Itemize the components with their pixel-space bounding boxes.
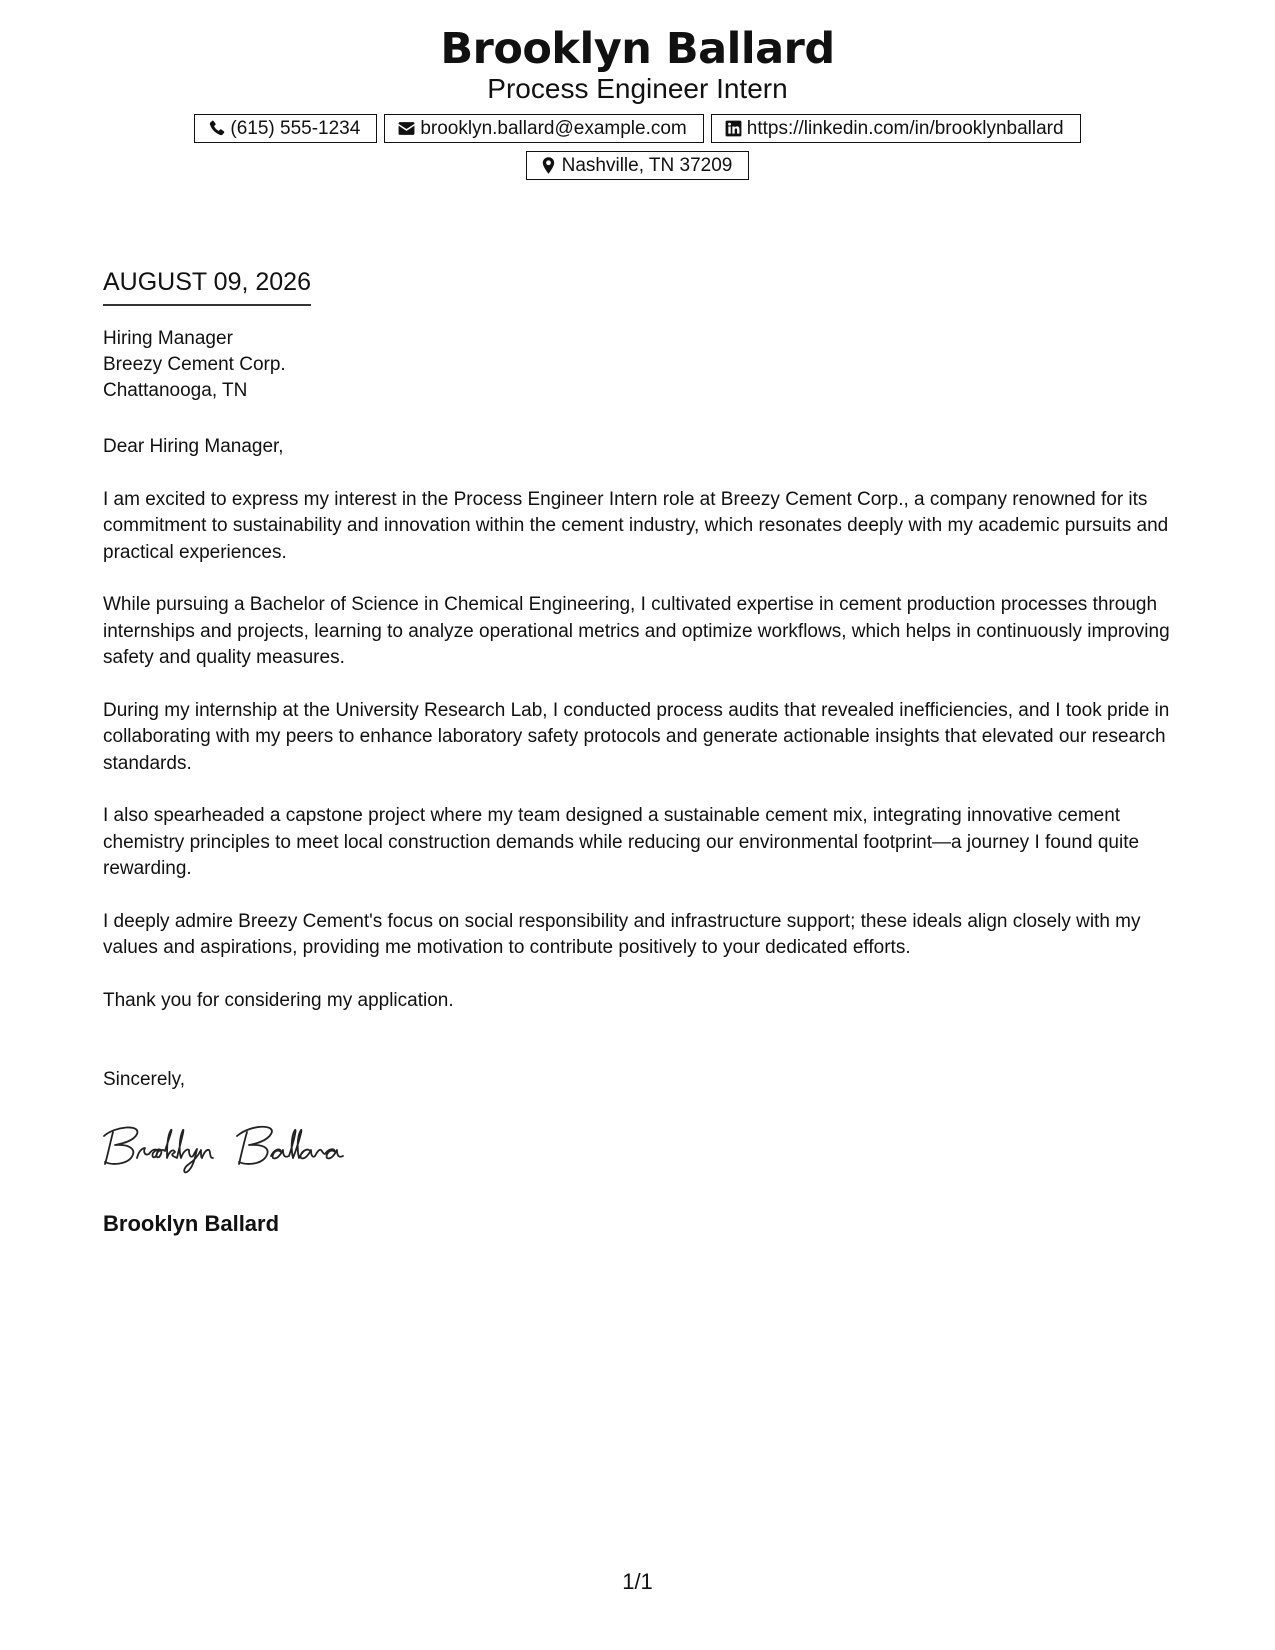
paragraph-6: Thank you for considering my application. <box>103 989 454 1011</box>
recipient-company: Breezy Cement Corp. <box>103 354 286 375</box>
salutation: Dear Hiring Manager, <box>103 436 284 457</box>
linkedin-icon <box>724 119 743 138</box>
envelope-icon <box>397 119 416 138</box>
paragraph-5: I deeply admire Breezy Cement's focus on social responsibility and infrastructure support; these ideals align closely with my values and aspirations, providing me motivation to contribute positively to your dedicated efforts. <box>103 910 1141 958</box>
paragraph-4: I also spearheaded a capstone project where my team designed a sustainable cement mix, integrating innovative cement chemistry principles to meet local construction demands while reducing our environmental footprint—a journey I found quite rewarding. <box>103 805 1140 879</box>
phone-chip[interactable] <box>194 114 377 143</box>
closing-line: Sincerely, <box>103 1069 186 1090</box>
location-chip[interactable] <box>526 151 750 180</box>
recipient-block <box>103 326 286 404</box>
recipient-title: Hiring Manager <box>103 328 233 349</box>
handwritten-signature <box>101 1118 371 1174</box>
phone-text: (615) 555-1234 <box>230 117 361 139</box>
job-title: Process Engineer Intern <box>487 73 788 104</box>
phone-icon <box>207 119 226 138</box>
map-pin-icon <box>539 156 558 175</box>
email-text: brooklyn.ballard@example.com <box>420 117 687 139</box>
signed-name: Brooklyn Ballard <box>103 1211 280 1236</box>
paragraph-3: During my internship at the University Research Lab, I conducted process audits that revealed inefficiencies, and I took pride in collaborating with my peers to enhance laboratory safety protocols and generate actionable insights that elevated our research standards. <box>103 699 1170 774</box>
letter-date: AUGUST 09, 2026 <box>103 266 311 306</box>
paragraph-2: While pursuing a Bachelor of Science in Chemical Engineering, I cultivated expertise in cement production processes through internships and projects, learning to analyze operational metrics and optimize workflows, which helps in continuously improving safety and quality measures. <box>103 594 1170 668</box>
contact-row-secondary <box>0 151 1275 180</box>
letter-body <box>103 434 1178 1040</box>
applicant-name: Brooklyn Ballard <box>440 24 835 74</box>
linkedin-text: https://linkedin.com/in/brooklynballard <box>746 117 1064 139</box>
location-text: Nashville, TN 37209 <box>561 154 733 176</box>
page-indicator: 1/1 <box>622 1569 653 1594</box>
linkedin-chip[interactable] <box>711 114 1081 143</box>
paragraph-1: I am excited to express my interest in the Process Engineer Intern role at Breezy Cement Corp., a company renowned for its commitment to sustainability and innovation within the cement industry, which resonates deeply with my academic pursuits and practical experiences. <box>103 488 1169 563</box>
recipient-location: Chattanooga, TN <box>103 380 248 401</box>
email-chip[interactable] <box>384 114 703 143</box>
contact-row-primary <box>0 114 1275 143</box>
